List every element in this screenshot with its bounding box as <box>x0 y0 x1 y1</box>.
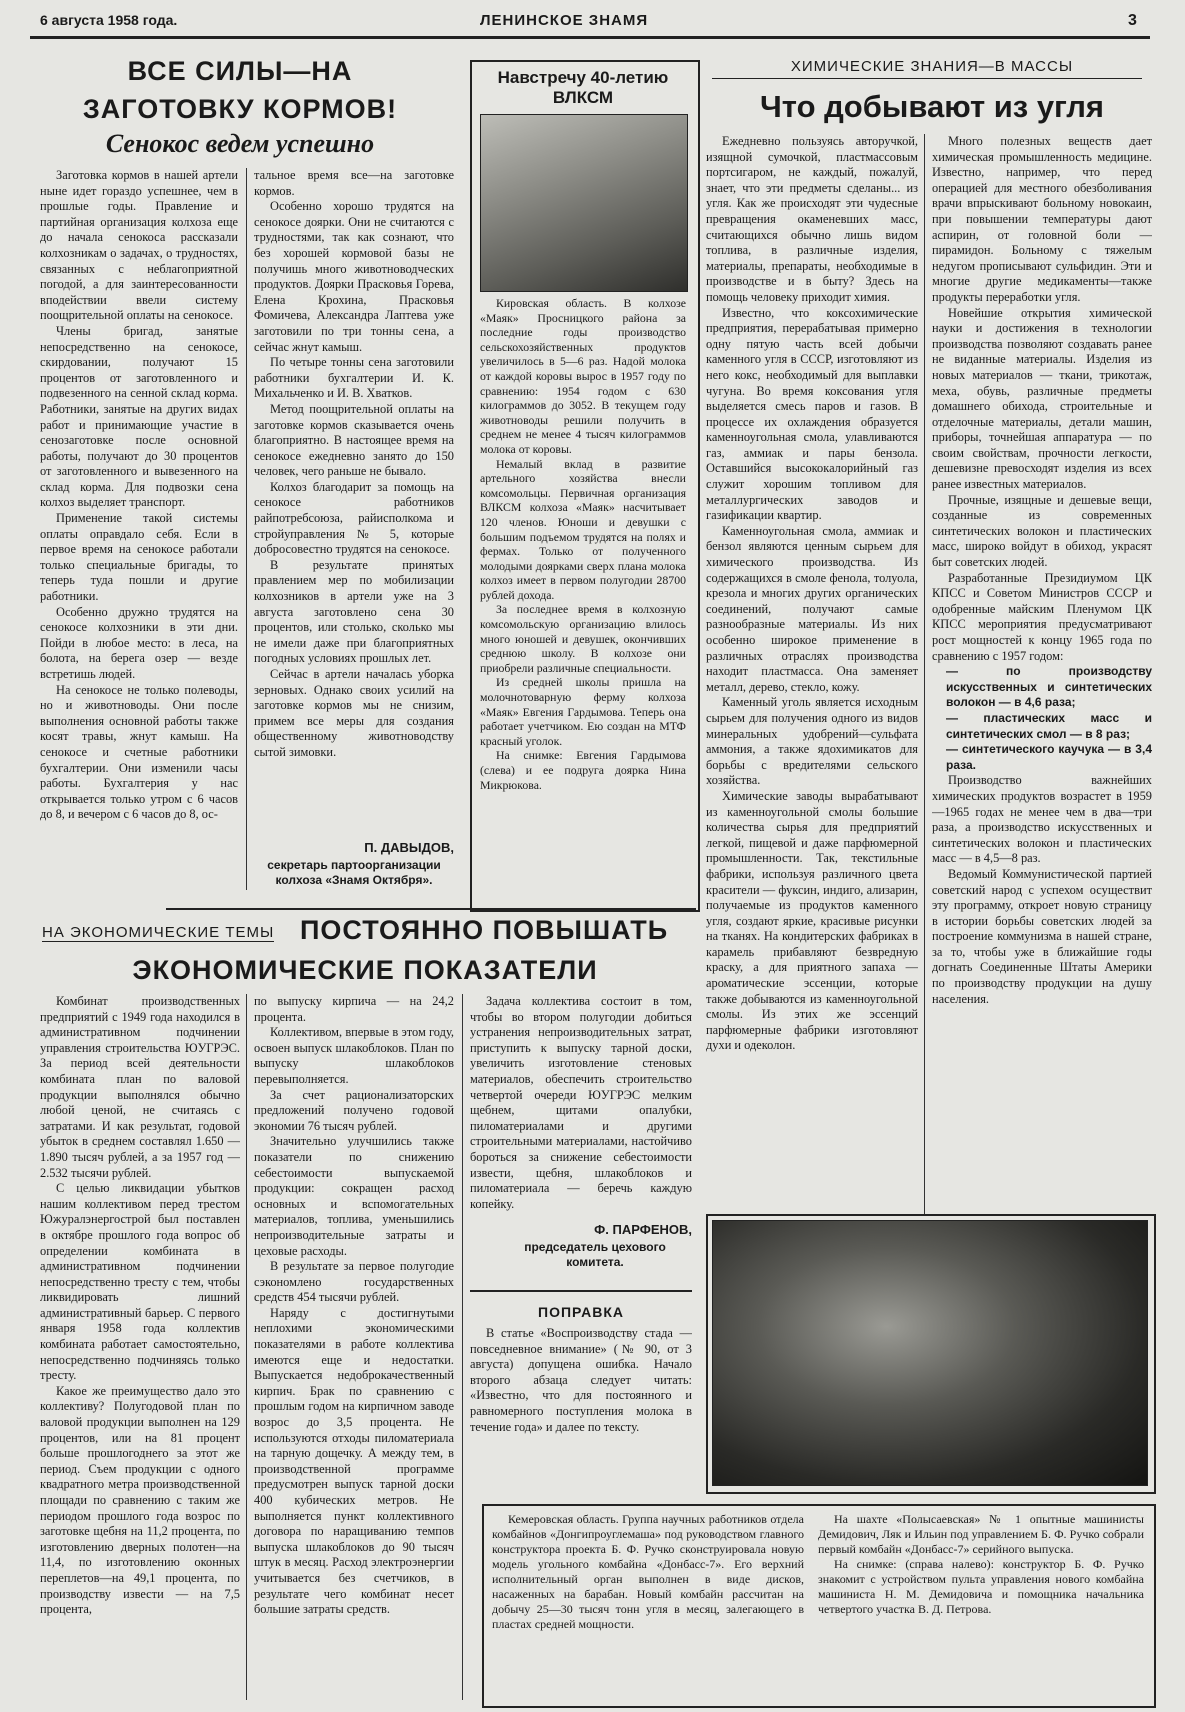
section-rule <box>166 908 696 910</box>
newspaper-title: ЛЕНИНСКОЕ ЗНАМЯ <box>480 12 649 29</box>
article1-headline: ВСЕ СИЛЫ—НА ЗАГОТОВКУ КОРМОВ! <box>82 56 398 124</box>
section-rule <box>470 1290 692 1292</box>
production-targets-list <box>932 664 1152 773</box>
paragraph: На сенокосе не только полеводы, но и животноводы. Они после выполнения основной работы также косят травы, жнут камыш. На сенокосе и счетные работники бухгалтерии. Они изменили часы работы. Бухгалтерия у нас открывается только утром с 6 часов до 8, и вечером с 6 часов до 8, ос- <box>40 682 238 822</box>
page-number: 3 <box>1128 12 1137 29</box>
photo-two-milkmaids <box>480 114 688 292</box>
paragraph: На шахте «Полысаевская» № 1 опытные машинисты Демидович, Ляк и Ильин под управлением Б. Ф. Ручко собрали первый комбайн «Донбасс-7» серийного выпуска. <box>818 1512 1144 1556</box>
issue-date: 6 августа 1958 года. <box>40 12 178 28</box>
paragraph: На снимке: Евгения Гардымова (слева) и ее подруга доярка Нина Микрюкова. <box>480 748 686 792</box>
paragraph: Члены бригад, занятые непосредственно на сенокосе, скирдовании, получают 15 процентов от заготовленного и подвезенного на сенной склад корма. Работники, занятые на других видах работ и принимающие участие в сенозаготовке после основной работы, получают до 30 процентов от заготовленного и вывезенного на склад корма. Для подвозки сена колхоз выделяет транспорт. <box>40 323 238 510</box>
paragraph: Комбинат производственных предприятий с 1949 года находился в административном подчинении управления строительства ЮУГРЭС. За период всей деятельности комбината план по валовой продукции выполнялся обычно любой ценой, не считаясь с затратами. И как результат, годовой убыток в среднем составлял 1.650 —1.890 тысяч рублей, а за 1957 год — 2.532 тысячи рублей. <box>40 994 240 1180</box>
paragraph: За последнее время в колхозную комсомольскую организацию влилось много юношей и девушек, окончивших среднюю школу. В колхозе они приобрели различные специальности. <box>480 602 686 675</box>
paragraph: Наряду с достигнутыми неплохими экономическими показателями в работе коллектива имеются еще и недостатки. Выпускается недоброкачественный кирпич. Брак по сравнению с прошлым годом на кирпичном заводе возрос до 3,5 процента. Не используются отходы пиломатериала на тарную дощечку. А между тем, в производственной программе предусмотрен выпуск тарной доски 400 кубических метров. Не выполняется пункт коллективного договора по наращиванию темпов выпуска шлакоблоков до 90 тысяч штук в месяц. Расход электроэнергии учитывается без счетчиков, в результате чего комбинат несет большие затраты средств. <box>254 1305 454 1617</box>
paragraph: В статье «Воспроизводству стада — повседневное внимание» (№ 90, от 3 августа) допущена ошибка. Начало второго абзаца следует читать: «Известно, что для постоянного и равномерного поступления молока в течение года» и далее по тексту. <box>470 1326 692 1434</box>
paragraph: С целью ликвидации убытков нашим коллективом перед трестом Южуралэнергострой был поставлен в октябре прошлого года вопрос об определении комбината в административном подчинении непосредственно тресту с тем, чтобы ликвидировать лишний административный барьер. С первого января 1958 года коллектив комбината работает самостоятельно, непосредственно подчиняясь только тресту. <box>40 1181 240 1383</box>
vlksm-text <box>480 296 686 906</box>
paragraph: Химические заводы вырабатывают из каменноугольной смолы большие количества сырья для предприятий легкой, пищевой и даже парфюмерной промышленности. Так, текстильные фабрики, используя различного цвета красители — фуксин, индиго, ализарин, получаемые из продуктов каменного угля, создают яркие, красивые рисунки на тканях. На кондитерских фабриках в карамель прибавляют безвредную краску, а для приятного запаха — ароматические эссенции, которые также добываются из каменноугольной смолы. Из этих же эссенций парфюмерные фабрики изготовляют духи и одеколон. <box>706 788 918 1053</box>
economic-headline-line-1: ПОСТОЯННО ПОВЫШАТЬ <box>300 915 669 945</box>
paragraph: Ежедневно пользуясь авторучкой, изящной сумочкой, пластмассовым портсигаром, не каждый, пожалуй, знает, что эти предметы сделаны... из угля. Как же происходят эти чудесные превращения окаменевших масс, считающихся обычно лишь видом топлива, в различные изделия, материалы, препараты, необходимые в производстве и в быту? Здесь на помощь человеку приходит химия. <box>706 134 918 304</box>
paragraph: Особенно дружно трудятся на сенокосе колхозники в эти дни. Пойди в любое место: в леса, на болота, на берега озер — везде встретишь людей. <box>40 604 238 681</box>
paragraph: Много полезных веществ дает химическая промышленность медицине. Известно, например, что перед операцией для местного обезболивания врачи впрыскивают больному новокаин, при повышении температуры дают аспирин, от головной боли — пирамидон. Больному с тяжелым недугом прописывают сульфидин. Эти и многие другие медикаменты—также продукты переработки угля. <box>932 134 1152 304</box>
coal-column-2 <box>932 134 1152 1224</box>
economic-column-1 <box>40 994 240 1700</box>
coal-headline: Что добывают из угля <box>760 89 1104 124</box>
paragraph: Какое же преимущество дало это коллективу? Полугодовой план по валовой продукции выполнен на 129 процентов, или на 81 процент больше прошлогоднего за этот же период. Съем продукции с одного квадратного метра производственной площади по сравнению с таким же периодом прошлого года возрос по заготовке щебня на 11,2 процента, по изготовлению дверных полотен—на 11,4, по изготовлению оконных переплетов—на 49,1 процента, по производству извести — на 7,5 процента, <box>40 1383 240 1617</box>
economic-headline-line-2: ЭКОНОМИЧЕСКИЕ ПОКАЗАТЕЛИ <box>132 955 598 985</box>
mining-caption-right <box>818 1512 1144 1702</box>
paragraph: по выпуску кирпича — на 24,2 процента. <box>254 994 454 1024</box>
paragraph: Применение такой системы оплаты оправдало себя. Если в первое время на сенокосе работали только специальные бригады, то теперь туда пошли и другие работники. <box>40 511 238 604</box>
list-item: — по производству искусственных и синтетических волокон — в 4,6 раза; <box>946 664 1152 710</box>
paragraph: В результате за первое полугодие сэкономлено государственных средств 454 тысячи рублей. <box>254 1259 454 1305</box>
paragraph: Колхоз благодарит за помощь на сенокосе работников райпотребсоюза, райисполкома и стройуправления № 5, которые добросовестно трудятся на сенокосе. <box>254 479 454 557</box>
coal-column-1 <box>706 134 918 1214</box>
rubric-underline <box>712 78 1142 79</box>
paragraph: Кемеровская область. Группа научных работников отдела комбайнов «Донгипроуглемаша» под руководством главного конструктора проекта Б. Ф. Ручко сконструировала новую модель угольного комбайна «Донбасс-7». Его верхний исполнительный орган выполнен в виде дисков, насаженных на барабан. Новый комбайн рассчитан на добычу 25—30 тысяч тонн угля в месяц, залегающего в пластах средней мощности. <box>492 1512 804 1631</box>
economic-column-3 <box>470 994 692 1214</box>
economic-column-2 <box>254 994 454 1700</box>
paragraph: Известно, что коксохимические предприятия, перерабатывая примерно одну пятую часть всей добычи каменного угля в СССР, изготовляют из него кокс, необходимый для выплавки чугуна. Во время коксования угля выделяется смесь паров и газов. В процессе их охлаждения образуется каменноугольная смола, улавливаются газ, аммиак и пары бензола. Оставшийся высококалорийный газ служит хорошим топливом для металлургических заводов и газификации квартир. <box>706 305 918 523</box>
paragraph: Кировская область. В колхозе «Маяк» Просницкого района за последние годы производство сельскохозяйственных продуктов увеличилось в 5—6 раз. Надой молока от каждой коровы вырос в 1957 году по сравнению: 1954 годом с 630 килограммов до 3052. В текущем году животноводы решили получить в среднем не менее 4 тысяч килограммов молока от коровы. <box>480 296 686 456</box>
paragraph: Заготовка кормов в нашей артели ныне идет гораздо успешнее, чем в прошлые годы. Правление и партийная организация колхоза еще до начала сенокоса рассказали колхозникам о задачах, о трудностях, связанных с неблагоприятной погодой, а для заинтересованности вподействии ввели систему поощрительной оплаты на сенокосе. <box>40 168 238 323</box>
article1-subhead: Сенокос ведем успешно <box>105 129 375 158</box>
article1-column-2 <box>254 168 454 828</box>
paragraph: В результате принятых правлением мер по мобилизации колхозников в артели уже на 3 августа заготовлено сена 30 процентов, или столько, сколько мы не имели даже при благоприятных погодных условиях прошлых лет. <box>254 557 454 666</box>
vlksm-header: Навстречу 40-летию ВЛКСМ <box>497 68 669 107</box>
column-divider <box>462 994 463 1700</box>
paragraph: За счет рационализаторских предложений получено годовой экономии 76 тысяч рублей. <box>254 1087 454 1133</box>
paragraph: Значительно улучшились также показатели по снижению себестоимости выпускаемой продукции: сокращен расход основных и вспомогательных материалов, топлива, уменьшились непроизводительные затраты и цеховые расходы. <box>254 1134 454 1258</box>
paragraph: Особенно хорошо трудятся на сенокосе доярки. Они не считаются с трудностями, так как сознают, что без хорошей кормовой базы не получишь много животноводческих продуктов. Доярки Прасковья Горева, Елена Крохина, Прасковья Фомичева, Александра Лаптева уже заготовили по три тонны сена, а сейчас жнут камыш. <box>254 199 454 354</box>
paragraph: На снимке: (справа налево): конструктор Б. Ф. Ручко знакомит с устройством пульта управления нового комбайна машиниста Н. М. Демидовича и помощника начальника четвертого участка В. Д. Петрова. <box>818 1557 1144 1616</box>
article1-column-1 <box>40 168 238 888</box>
mining-caption-left <box>492 1512 804 1702</box>
article1-signature: П. ДАВЫДОВ, <box>364 840 454 855</box>
coal-rubric: ХИМИЧЕСКИЕ ЗНАНИЯ—В МАССЫ <box>790 58 1074 75</box>
economic-signature-title: председатель цехового комитета. <box>524 1240 666 1269</box>
list-item: — синтетического каучука — в 3,4 раза. <box>946 742 1152 772</box>
column-divider <box>246 168 247 890</box>
paragraph: Метод поощрительной оплаты на заготовке кормов сказывается очень благоприятно. В настоящее время на сенокосе ежедневно занято до 150 человек, чего раньше не бывало. <box>254 401 454 479</box>
list-item: — пластических масс и синтетических смол — в 8 раз; <box>946 710 1152 741</box>
economic-rubric: НА ЭКОНОМИЧЕСКИЕ ТЕМЫ <box>42 924 275 941</box>
column-divider <box>246 994 247 1700</box>
paragraph: Прочные, изящные и дешевые вещи, созданные из современных синтетических волокон и пластических масс, широко войдут в обиход, украсят быт советских людей. <box>932 492 1152 570</box>
paragraph: Из средней школы пришла на молочнотоварную ферму колхоза «Маяк» Евгения Гардымова. Теперь она работает учетчиком. Ею создан на МТФ красный уголок. <box>480 675 686 748</box>
correction-title: ПОПРАВКА <box>538 1304 624 1320</box>
paragraph: Разработанные Президиумом ЦК КПСС и Советом Министров СССР и одобренные майским Пленумом ЦК КПСС мероприятия предусматривают рост мощностей к концу 1965 года по сравнению с 1957 годом: <box>932 570 1152 663</box>
paragraph: Производство важнейших химических продуктов возрастет в 1959—1965 годах не менее чем в два—три раза, а производство искусственных и синтетических волокон и пластических масс — в 4,5—8 раз. <box>932 773 1152 866</box>
masthead-rule <box>30 36 1150 39</box>
paragraph: Каменноугольная смола, аммиак и бензол являются ценным сырьем для химического производства. Из содержащихся в смоле фенола, толуола, крезола и многих других органических соединений, получают самые разнообразные материалы. Из них особенно широкое применение в различных отраслях производства находит пластмасса. Она заменяет металл, дерево, стекло, кожу. <box>706 523 918 694</box>
paragraph: Каменный уголь является исходным сырьем для получения одного из видов минеральных удобрений—сульфата аммония, а также ядохимикатов для борьбы с вредителями сельского хозяйства. <box>706 695 918 788</box>
paragraph: Сейчас в артели началась уборка зерновых. Однако своих усилий на заготовке кормов мы не снизим, примем все меры для создания общественному животноводству сытой зимовки. <box>254 667 454 759</box>
paragraph: Задача коллектива состоит в том, чтобы во втором полугодии добиться устранения непроизводительных затрат, приступить к выпуску тарной доски, увеличить изготовление стеновых материалов, обеспечить строительство четвертой очереди ЮУГРЭС мелким щебнем, щитами опалубки, пиломатериалами и другими строительными материалами, настойчиво бороться за снижение себестоимости извести, щебня, шлакоблоков и пиломатериала — беречь каждую копейку. <box>470 994 692 1211</box>
paragraph: Коллективом, впервые в этом году, освоен выпуск шлакоблоков. План по выпуску шлакоблоков перевыполняется. <box>254 1025 454 1086</box>
economic-signature: Ф. ПАРФЕНОВ, <box>594 1222 692 1237</box>
paragraph: По четыре тонны сена заготовили работники бухгалтерии И. К. Михальченко и И. В. Хватков. <box>254 355 454 401</box>
paragraph: Новейшие открытия химической науки и достижения в технологии производства позволяют создавать ранее не виданные материалы. Изделия из новых материалов — ткани, трикотаж, меха, обувь, различные предметы домашнего обихода, строительные и отделочные материалы, детали машин, приборы, точнейшая аппаратура — по своим свойствам, прочности легкости, дешевизне превосходят изделия из всех ранее известных материалов. <box>932 305 1152 492</box>
paragraph: Немалый вклад в развитие артельного хозяйства внесли комсомольцы. Первичная организация ВЛКСМ колхоза «Маяк» насчитывает 120 членов. Юноши и девушки с большим подъемом трудятся на полях и фермах. Только от полученного молодыми доярками сверх плана молока колхоз имеет в первом полугодии 28700 рублей дохода. <box>480 456 686 602</box>
correction-text <box>470 1326 692 1456</box>
article1-signature-title: секретарь партоорганизации колхоза «Знамя Октября». <box>267 858 441 887</box>
paragraph: тальное время все—на заготовке кормов. <box>254 168 454 198</box>
paragraph: Ведомый Коммунистической партией советский народ с успехом осуществит эту программу, откроет новую страницу в истории борьбы советских людей за построение коммунизма в нашей стране, за то, чтобы уже в ближайшие годы догнать Соединенные Штаты Америки по производству продукции на душу населения. <box>932 866 1152 1006</box>
column-divider <box>924 134 925 1216</box>
photo-mining-combine <box>712 1220 1148 1486</box>
